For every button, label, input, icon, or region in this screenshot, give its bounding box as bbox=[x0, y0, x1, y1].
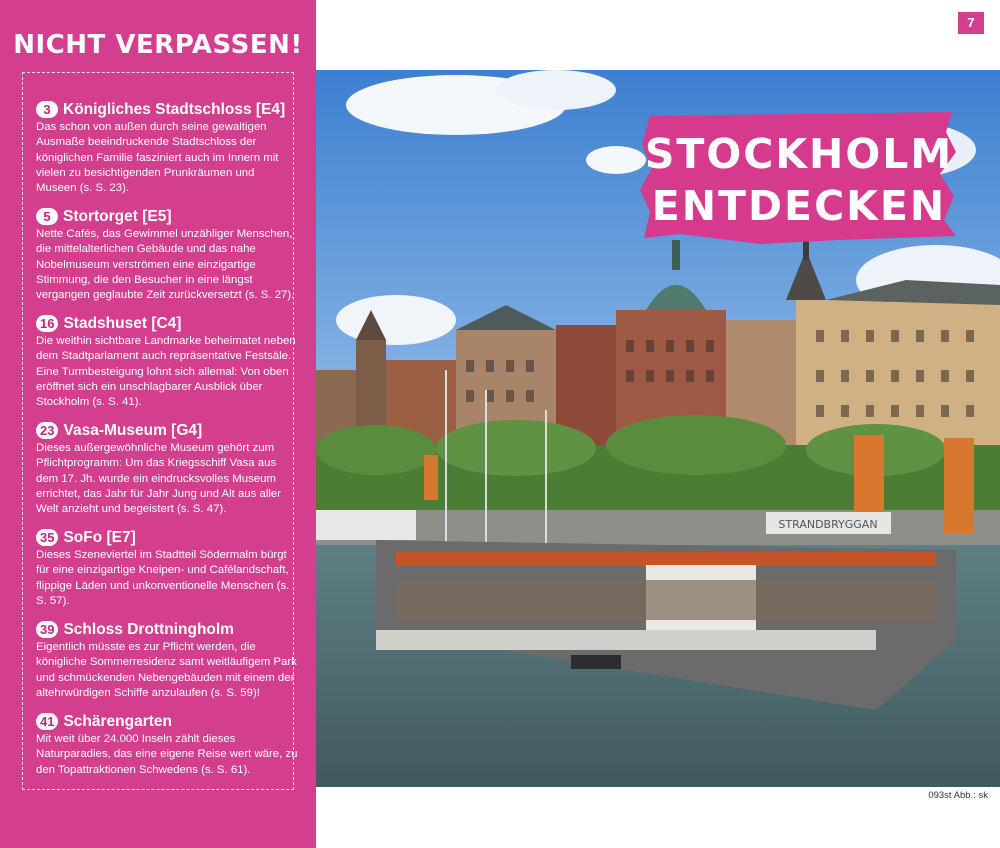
entry-title: Stortorget [E5] bbox=[63, 208, 172, 225]
strandbryggan-sign: STRANDBRYGGAN bbox=[778, 518, 878, 531]
entry-body: Dieses Szeneviertel im Stadtteil Södermalm bürgt für eine einzigartige Kneipen- und Cafélandschaft, flippige Läden und unkonventionelle Menschen (s. S. 57). bbox=[36, 549, 290, 607]
entry-title: SoFo [E7] bbox=[63, 529, 136, 546]
number-badge: 3 bbox=[36, 101, 58, 118]
list-item bbox=[36, 207, 298, 303]
entry-body: Nette Cafés, das Gewimmel unzähliger Menschen, die mittelalterlichen Gebäude und das nahe Nobelmuseum verströmen eine einzigartige Stimmung, die den Besucher in eine längst vergangen geglaubte Zeit zurückversetzt (s. S. 27). bbox=[36, 228, 295, 302]
number-badge: 5 bbox=[36, 208, 58, 225]
entry-title: Schloss Drottningholm bbox=[63, 621, 234, 638]
headline-line-1: STOCKHOLM bbox=[644, 130, 954, 178]
entry-title: Stadshuset [C4] bbox=[63, 315, 182, 332]
entry-body: Das schon von außen durch seine gewaltigen Ausmaße beeindruckende Stadtschloss der königlichen Familie fasziniert auch im Innern mit vielen zu besichtigenden Prunkräumen und Museen (s. S. 23). bbox=[36, 121, 279, 195]
entry-title: Schärengarten bbox=[63, 713, 173, 730]
list-item bbox=[36, 528, 298, 609]
entry-body: Mit weit über 24.000 Inseln zählt dieses Naturparadies, das eine eigene Reise wert wäre, zu den Topattraktionen Schwedens (s. S. 61). bbox=[36, 733, 298, 776]
sidebar-title: NICHT VERPASSEN! bbox=[13, 30, 303, 60]
page-number: 7 bbox=[958, 12, 984, 34]
entry-body: Dieses außergewöhnliche Museum gehört zum Pflichtprogramm: Um das Kriegsschiff Vasa aus dem 17. Jh. wurde ein eindrucksvolles Museum errichtet, das Jahr für Jahr Jung und Alt aus aller Welt anzieht und begeistert (s. S. 47). bbox=[36, 442, 282, 516]
headline-banner bbox=[640, 112, 958, 244]
headline-line-2: ENTDECKEN bbox=[651, 182, 947, 230]
number-badge: 39 bbox=[36, 621, 58, 638]
list-item bbox=[36, 314, 298, 410]
list-item bbox=[36, 712, 298, 778]
number-badge: 23 bbox=[36, 422, 58, 439]
list-item bbox=[36, 620, 298, 701]
photo-credit: 093st Abb.: sk bbox=[928, 790, 988, 801]
entry-body: Eigentlich müsste es zur Pflicht werden, die königliche Sommerresidenz samt weitläufigem Park und schmückenden Nebengebäuden mit einem der altehrwürdigen Schiffe anzulaufen (s. S. 59)! bbox=[36, 641, 297, 699]
number-badge: 35 bbox=[36, 529, 58, 546]
sidebar-panel bbox=[0, 0, 316, 848]
number-badge: 16 bbox=[36, 315, 58, 332]
number-badge: 41 bbox=[36, 713, 58, 730]
list-item bbox=[36, 100, 298, 196]
entry-title: Vasa-Museum [G4] bbox=[63, 422, 203, 439]
entry-title: Königliches Stadtschloss [E4] bbox=[63, 101, 286, 118]
list-item bbox=[36, 421, 298, 517]
entry-body: Die weithin sichtbare Landmarke beheimatet neben dem Stadtparlament auch repräsentative Festsäle. Eine Turmbesteigung lohnt sich allemal: Von oben eröffnet sich ein unschlagbarer Ausblick über Stockholm (s. S. 41). bbox=[36, 335, 296, 409]
